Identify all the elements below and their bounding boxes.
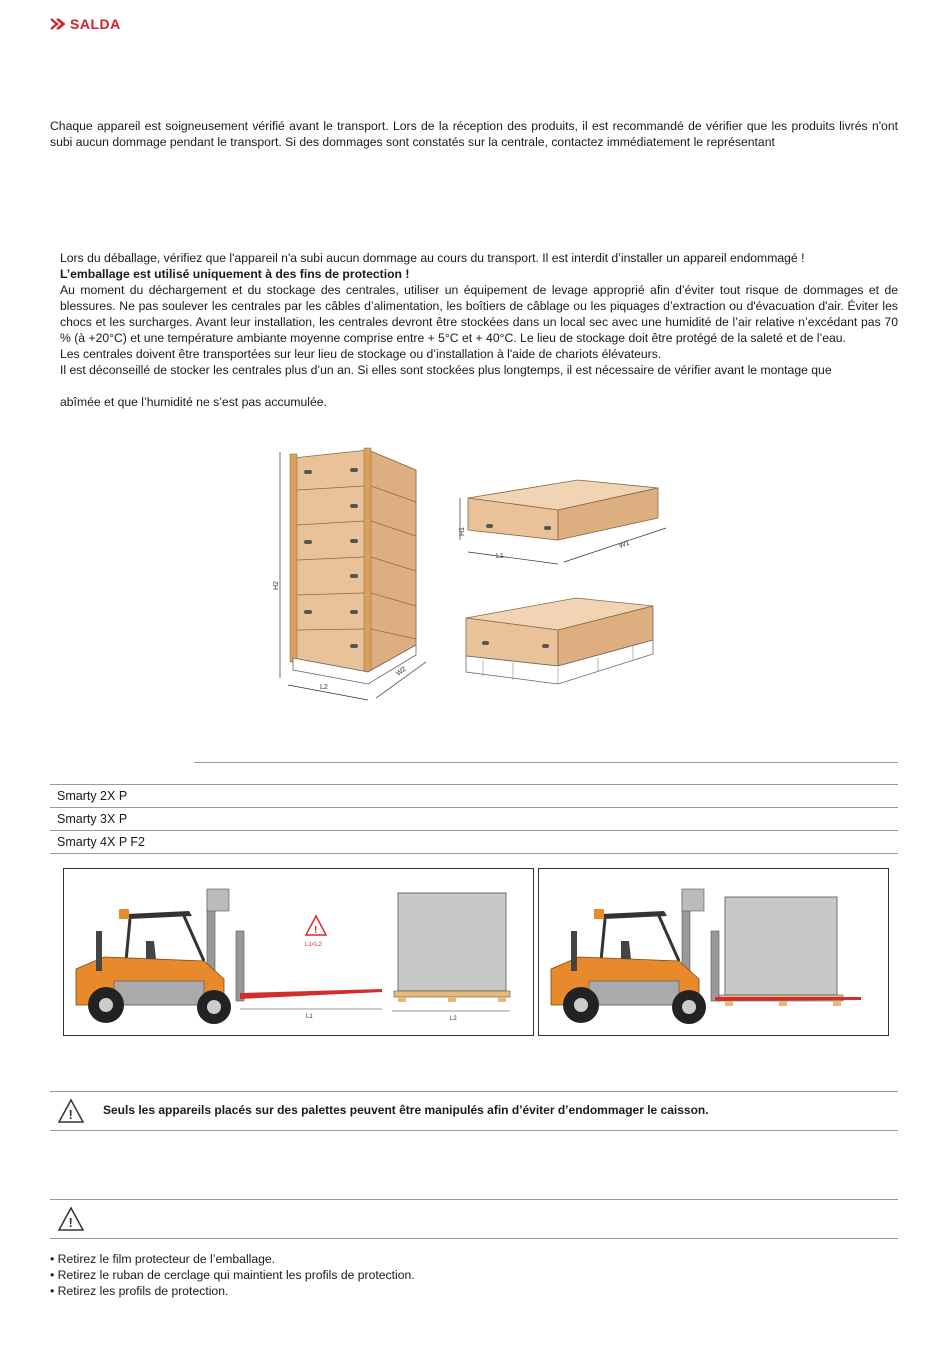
label-l2: L2 bbox=[320, 684, 328, 691]
svg-text:!: ! bbox=[68, 1107, 73, 1122]
forklift-illustration-correct bbox=[539, 869, 888, 1035]
warning2-top-rule bbox=[50, 1199, 898, 1200]
label-l1: L1 bbox=[496, 553, 504, 560]
pallet-warning-text: Seuls les appareils placés sur des palettes peuvent être manipulés afin d’éviter d’endommager le caisson. bbox=[103, 1103, 709, 1117]
flat-package bbox=[459, 480, 666, 564]
salda-logo-icon bbox=[50, 18, 66, 30]
unpacking-line-3: Au moment du déchargement et du stockage des centrales, utiliser un équipement de levage approprié afin d’éviter tout risque de dommages et de blessures. Ne pas soulever les centrales par les câbles d’alimentation, les boîtiers de câblage ou les piquages d’extraction ou d'évacuation d'air. Éviter les chocs et les surcharges. Avant leur installation, les centrales devront être stockées dans un local sec avec une humidité de l’air relative n’excédant pas 70 % (à +20°C) et une température ambiante moyenne comprise entre + 5°C et + 40°C. Le lieu de stockage doit être protégé de la saleté et de l’eau. bbox=[60, 283, 898, 345]
unpacking-steps bbox=[50, 1251, 415, 1299]
brand-name: SALDA bbox=[70, 16, 121, 32]
warning-bottom-rule bbox=[50, 1130, 898, 1131]
step-item: • Retirez le ruban de cerclage qui maintient les profils de protection. bbox=[50, 1268, 415, 1282]
step-item: • Retirez le film protecteur de l’emballage. bbox=[50, 1252, 276, 1266]
intro-paragraph: Chaque appareil est soigneusement vérifié avant le transport. Lors de la réception des produits, il est recommandé de vérifier que les produits livrés n'ont subi aucun dommage pendant le transport. Si des dommages sont constatés sur la centrale, contactez immédiatement le représentant bbox=[50, 119, 898, 149]
dimension-l2: L2 bbox=[450, 1016, 457, 1022]
unpacking-section bbox=[60, 250, 898, 410]
label-h2: H2 bbox=[273, 581, 280, 590]
unpacking-line-1: Lors du déballage, vérifiez que l'appareil n'a subi aucun dommage au cours du transport. Il est interdit d’installer un appareil endommagé ! bbox=[60, 251, 805, 265]
label-h1: H1 bbox=[459, 527, 466, 536]
model-row-3: Smarty 4X P F2 bbox=[57, 835, 145, 849]
packaging-illustration bbox=[268, 440, 688, 710]
warning-triangle-icon-2 bbox=[57, 1206, 85, 1232]
table-top-rule bbox=[194, 762, 898, 763]
unpacking-line-5: Il est déconseillé de stocker les centrales plus d’un an. Si elles sont stockées plus longtemps, il est nécessaire de vérifier avant le montage que bbox=[60, 363, 832, 377]
tall-package bbox=[273, 448, 426, 700]
model-row-1: Smarty 2X P bbox=[57, 789, 128, 803]
warning-top-rule bbox=[50, 1091, 898, 1092]
svg-text:!: ! bbox=[68, 1215, 73, 1230]
forklift-warning-label: L1<L2 bbox=[305, 942, 322, 948]
step-item: • Retirez les profils de protection. bbox=[50, 1284, 229, 1298]
label-w2: W2 bbox=[395, 665, 408, 678]
table-bottom-rule bbox=[50, 853, 898, 854]
label-w1: W1 bbox=[618, 539, 631, 550]
forklift-panel-correct bbox=[538, 868, 889, 1036]
warning2-bottom-rule bbox=[50, 1238, 898, 1239]
forklift-illustration-incorrect bbox=[64, 869, 533, 1035]
forklift-panel-incorrect bbox=[63, 868, 534, 1036]
pallet-package bbox=[466, 598, 653, 684]
salda-logo bbox=[50, 16, 121, 32]
svg-text:!: ! bbox=[314, 925, 318, 936]
warning-triangle-icon bbox=[57, 1098, 85, 1124]
unpacking-line-4: Les centrales doivent être transportées sur leur lieu de stockage ou d’installation à l'aide de chariots élévateurs. bbox=[60, 347, 662, 361]
table-rule-2 bbox=[50, 830, 898, 831]
model-row-2: Smarty 3X P bbox=[57, 812, 128, 826]
unpacking-line-6: abîmée et que l’humidité ne s’est pas accumulée. bbox=[60, 395, 327, 409]
table-header-rule bbox=[50, 784, 898, 785]
unpacking-line-2: L’emballage est utilisé uniquement à des fins de protection ! bbox=[60, 267, 410, 281]
dimension-l1: L1 bbox=[306, 1014, 313, 1020]
table-rule-1 bbox=[50, 807, 898, 808]
